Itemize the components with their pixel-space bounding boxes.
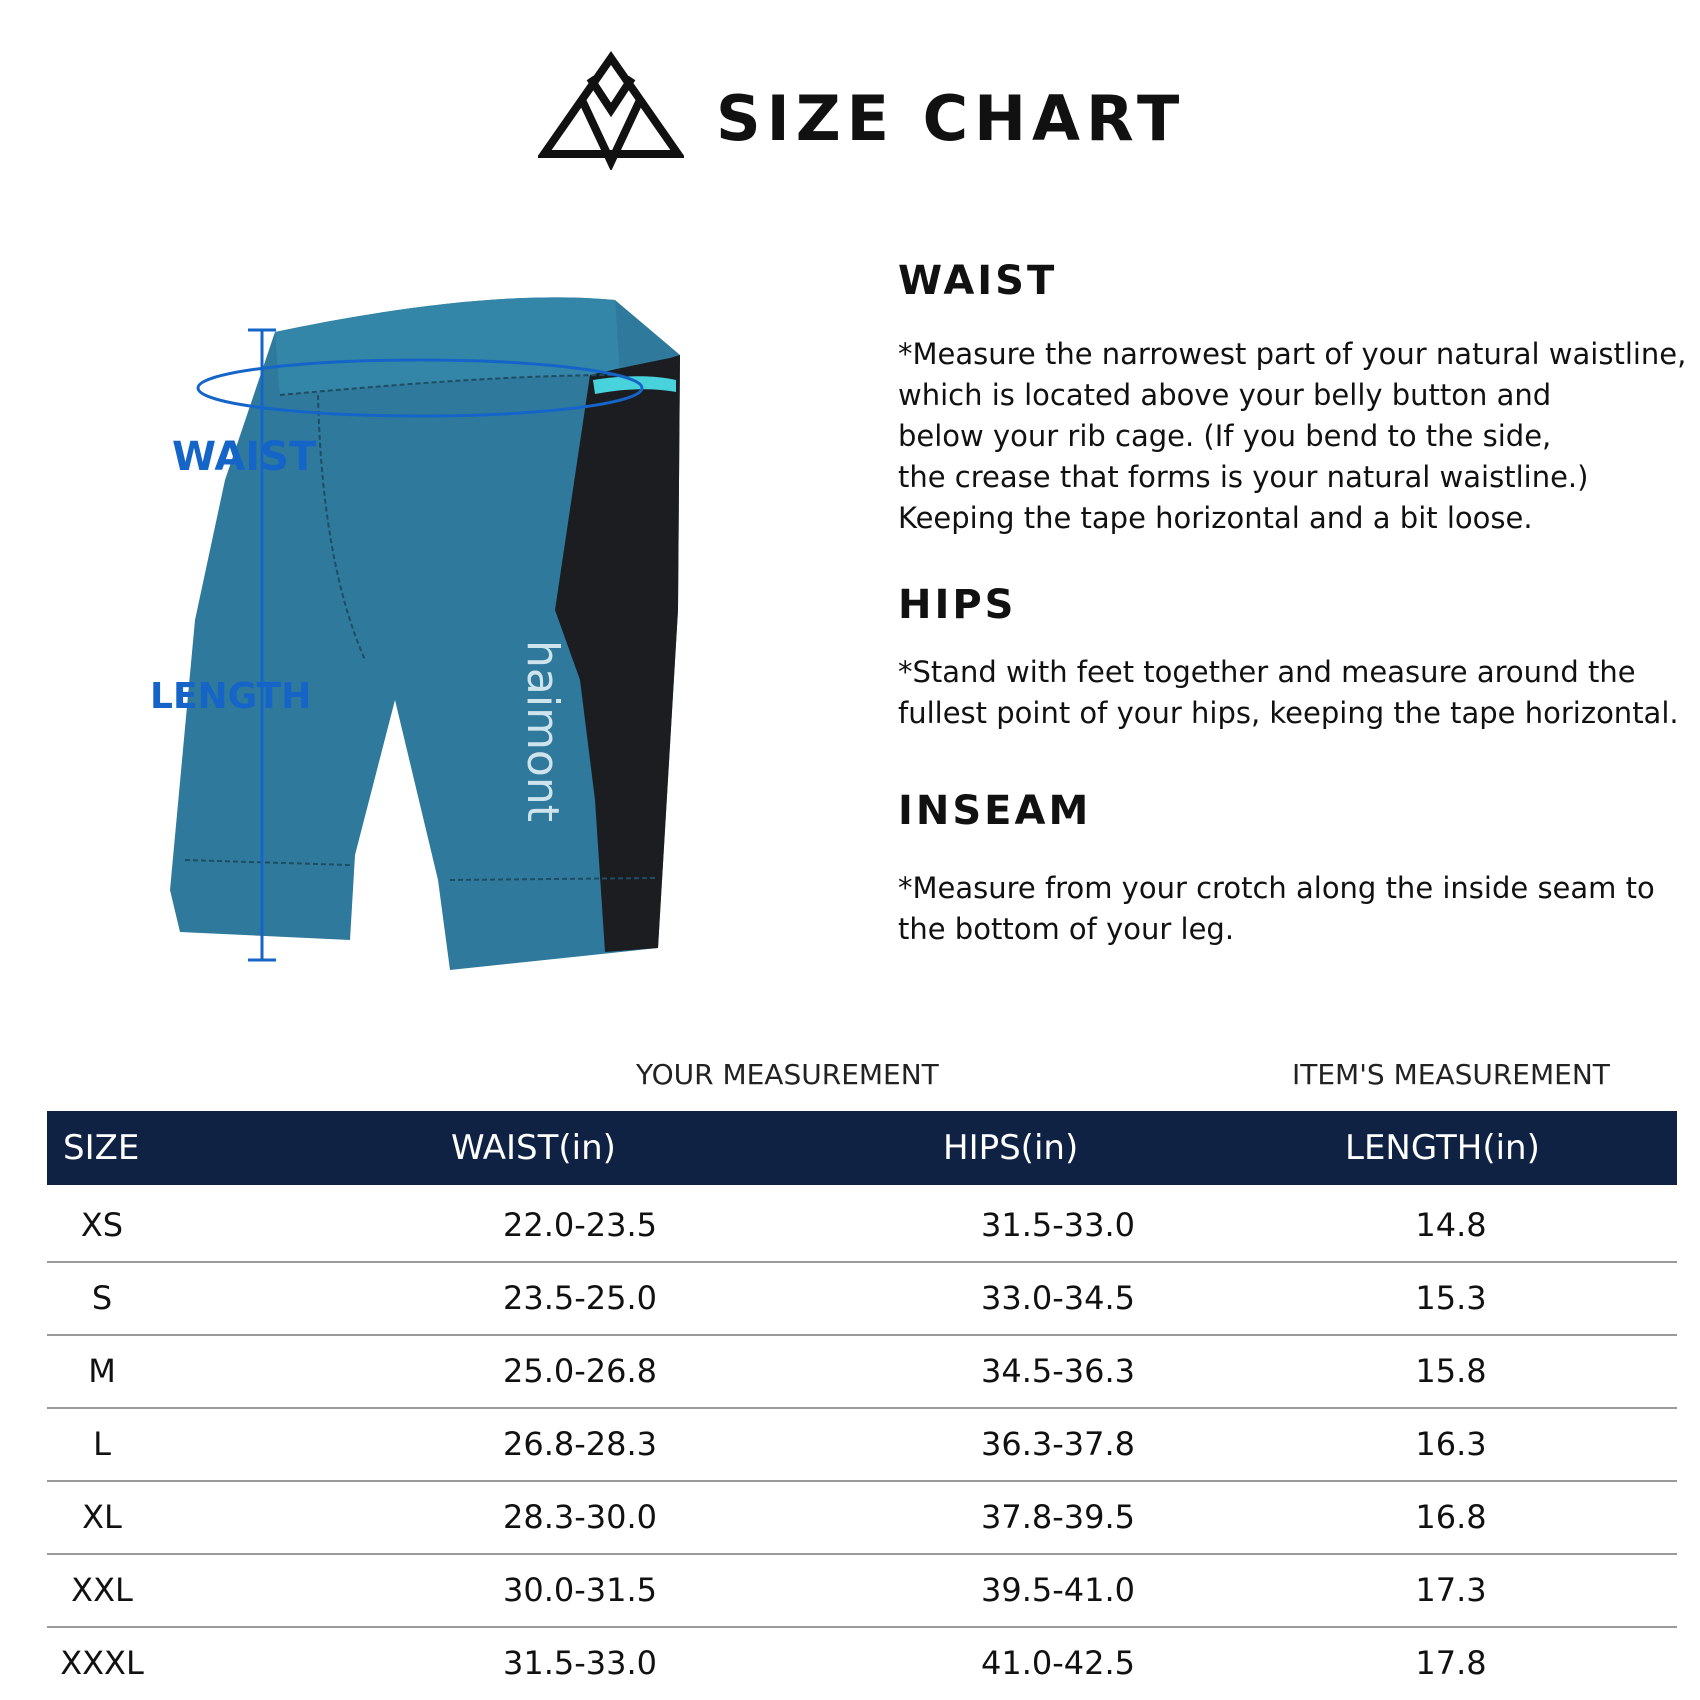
- size-cell: XL: [82, 1498, 122, 1536]
- hips-section-body: [898, 652, 1688, 734]
- table-row: [47, 1482, 1677, 1555]
- hips-cell: 34.5-36.3: [980, 1352, 1136, 1390]
- waist-cell: 25.0-26.8: [502, 1352, 658, 1390]
- your-measurement-label: YOUR MEASUREMENT: [636, 1058, 939, 1091]
- size-cell: XXXL: [60, 1644, 144, 1682]
- waist-cell: 31.5-33.0: [502, 1644, 658, 1682]
- hips-section-title: HIPS: [898, 582, 1017, 628]
- hips-cell: 37.8-39.5: [980, 1498, 1136, 1536]
- length-cell: 16.3: [1415, 1425, 1487, 1463]
- length-cell: 15.8: [1415, 1352, 1487, 1390]
- waist-line: *Measure the narrowest part of your natural waistline,: [898, 337, 1687, 371]
- hips-cell: 41.0-42.5: [980, 1644, 1136, 1682]
- length-cell: 16.8: [1415, 1498, 1487, 1536]
- inseam-section-title: INSEAM: [898, 788, 1092, 834]
- item-measurement-label: ITEM'S MEASUREMENT: [1292, 1058, 1610, 1091]
- waist-section-body: [898, 334, 1688, 539]
- inseam-section-body: [898, 868, 1688, 950]
- waist-cell: 28.3-30.0: [502, 1498, 658, 1536]
- size-cell: L: [93, 1425, 111, 1463]
- hips-cell: 33.0-34.5: [980, 1279, 1136, 1317]
- size-table-header: [47, 1111, 1677, 1185]
- table-row: [47, 1628, 1677, 1699]
- page-title: SIZE CHART: [716, 82, 1186, 155]
- brand-logo-icon: [538, 50, 684, 170]
- waist-line: the crease that forms is your natural waistline.): [898, 460, 1589, 494]
- table-row: [47, 1336, 1677, 1409]
- column-header-size: SIZE: [63, 1128, 140, 1168]
- page-header: [0, 40, 1700, 180]
- waist-cell: 26.8-28.3: [502, 1425, 658, 1463]
- column-header-waist: WAIST(in): [451, 1128, 616, 1168]
- waist-cell: 30.0-31.5: [502, 1571, 658, 1609]
- hips-cell: 31.5-33.0: [980, 1206, 1136, 1244]
- waist-overlay-label: WAIST: [172, 434, 317, 480]
- table-row: [47, 1555, 1677, 1628]
- hips-line: *Stand with feet together and measure around the: [898, 655, 1636, 689]
- length-cell: 14.8: [1415, 1206, 1487, 1244]
- length-overlay-label: LENGTH: [150, 676, 312, 717]
- waist-line: Keeping the tape horizontal and a bit loose.: [898, 501, 1533, 535]
- size-cell: XS: [80, 1206, 124, 1244]
- hips-cell: 39.5-41.0: [980, 1571, 1136, 1609]
- column-header-length: LENGTH(in): [1345, 1128, 1540, 1168]
- hips-line: fullest point of your hips, keeping the tape horizontal.: [898, 696, 1679, 730]
- size-table-body: [47, 1190, 1677, 1699]
- length-cell: 15.3: [1415, 1279, 1487, 1317]
- waist-section-title: WAIST: [898, 258, 1058, 304]
- table-row: [47, 1263, 1677, 1336]
- size-cell: S: [91, 1279, 113, 1317]
- waist-cell: 22.0-23.5: [502, 1206, 658, 1244]
- brand-text: haimont: [517, 640, 568, 822]
- waist-line: below your rib cage. (If you bend to the side,: [898, 419, 1552, 453]
- length-cell: 17.8: [1415, 1644, 1487, 1682]
- table-row: [47, 1409, 1677, 1482]
- table-row: [47, 1190, 1677, 1263]
- size-cell: M: [88, 1352, 116, 1390]
- size-cell: XXL: [71, 1571, 133, 1609]
- waist-line: which is located above your belly button and: [898, 378, 1552, 412]
- waist-cell: 23.5-25.0: [502, 1279, 658, 1317]
- inseam-line: the bottom of your leg.: [898, 912, 1235, 946]
- inseam-line: *Measure from your crotch along the inside seam to: [898, 871, 1655, 905]
- shorts-illustration: [150, 280, 730, 980]
- length-cell: 17.3: [1415, 1571, 1487, 1609]
- hips-cell: 36.3-37.8: [980, 1425, 1136, 1463]
- column-header-hips: HIPS(in): [943, 1128, 1079, 1168]
